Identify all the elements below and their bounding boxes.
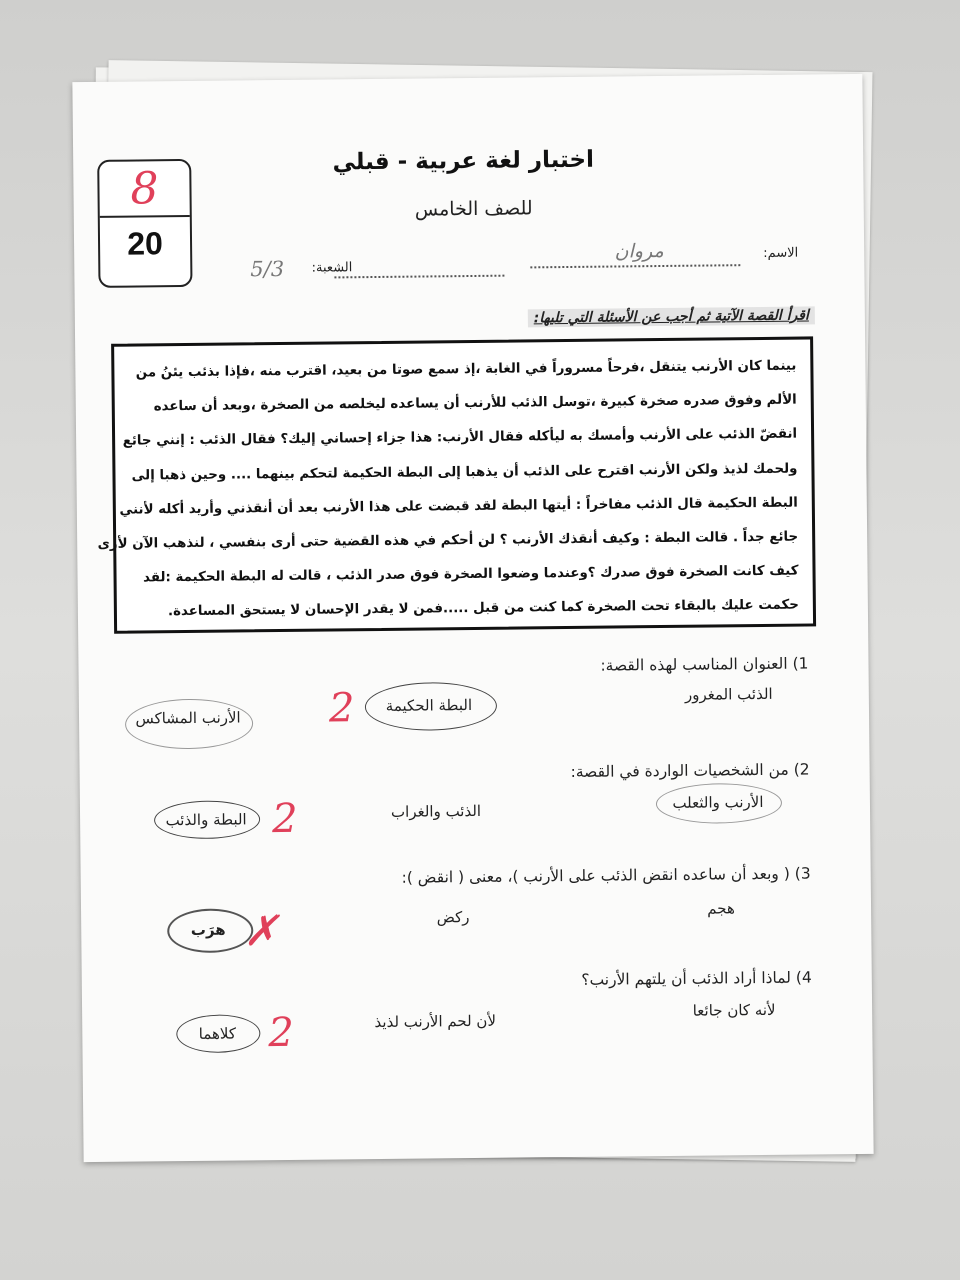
question-1 bbox=[478, 654, 808, 675]
exam-title: اختبار لغة عربية - قبلي bbox=[332, 146, 595, 176]
question-number: 4) bbox=[795, 968, 812, 987]
q4-option-a[interactable]: لأنه كان جائعا bbox=[692, 1000, 776, 1020]
q2-option-c[interactable]: البطة والذئب bbox=[165, 810, 247, 830]
q4-option-c[interactable]: كلاهما bbox=[198, 1024, 237, 1043]
question-3 bbox=[381, 864, 811, 887]
section-label: الشعبة: bbox=[311, 260, 353, 276]
q3-option-a[interactable]: هجم bbox=[707, 899, 735, 918]
selected-circle bbox=[365, 682, 497, 731]
q3-option-c[interactable]: هرَب bbox=[190, 920, 226, 939]
instruction-row bbox=[505, 304, 815, 326]
question-text: ( وبعد أن ساعده انقض الذئب على الأرنب )، معنى ( انقض ): bbox=[401, 864, 790, 887]
q2-option-b[interactable]: الذئب والغراب bbox=[390, 801, 482, 821]
grading-mark: 2 bbox=[271, 795, 298, 843]
story-line: جائع جداً . قالت البطة : وكيف أنقذك الأرنب ؟ لن أحكم في هذه القضية حتى أرى بنفسي ، لنذهب الآن لأرى bbox=[97, 529, 799, 552]
section-value[interactable]: 5/3 bbox=[250, 256, 285, 282]
question-number: 3) bbox=[794, 864, 811, 883]
selected-circle bbox=[154, 800, 260, 839]
q1-option-b[interactable]: البطة الحكيمة bbox=[385, 696, 473, 715]
question-text: العنوان المناسب لهذه القصة: bbox=[600, 654, 788, 675]
name-label: الاسم: bbox=[763, 245, 799, 261]
story-line: ولحمك لذيذ ولكن الأرنب اقترح على الذئب أن يذهبا إلى البطة الحكيمة لتحكم بينهما .... وحين ذهبا إلى bbox=[131, 461, 798, 484]
story-box bbox=[97, 336, 816, 633]
q3-option-b[interactable]: ركض bbox=[436, 908, 470, 927]
incorrect-mark: ✗ bbox=[243, 906, 279, 956]
exam-sheet bbox=[72, 74, 873, 1162]
question-4 bbox=[482, 968, 812, 989]
q1-option-a[interactable]: الذئب المغرور bbox=[684, 684, 773, 704]
question-text: من الشخصيات الواردة في القصة: bbox=[570, 760, 789, 781]
question-number: 2) bbox=[793, 760, 810, 779]
selected-circle bbox=[176, 1014, 260, 1053]
grading-mark: 2 bbox=[268, 1009, 295, 1057]
score-box bbox=[97, 159, 192, 288]
name-dotted-line bbox=[530, 263, 740, 268]
exam-subtitle: للصف الخامس bbox=[414, 197, 533, 221]
student-name[interactable]: مروان bbox=[614, 239, 664, 263]
q2-option-a[interactable]: الأرنب والثعلب bbox=[672, 792, 764, 812]
reading-instruction: اقرأ القصة الآتية ثم أجب عن الأسئلة التي تليها: bbox=[528, 306, 815, 327]
section-dotted-line bbox=[334, 274, 504, 279]
story-line: البطة الحكيمة قال الذئب مفاخراً : أيتها البطة لقد قبضت على هذا الأرنب بعد أن أنقذني وأريد أكله لأنني bbox=[119, 495, 798, 518]
q1-option-c[interactable]: الأرنب المشاكس bbox=[135, 708, 241, 728]
story-line: الألم وفوق صدره صخرة كبيرة ،توسل الذئب للأرنب أن يساعده ليخلصه من الصخرة ،وبعد أن ساعده bbox=[153, 392, 797, 415]
story-line: كيف كانت الصخرة فوق صدرك ؟وعندما وضعوا الصخرة فوق صدر الذئب ، قالت له البطة الحكيمة :لقد bbox=[142, 563, 799, 586]
story-line: انقضّ الذئب على الأرنب وأمسك به ليأكله فقال الأرنب: هذا جزاء إحساني إليك؟ فقال الذئب : إنني جائع bbox=[122, 427, 798, 450]
story-line: بينما كان الأرنب يتنقل ،فرحاً مسروراً في الغابة ،إذ سمع صوتا من بعيد، اقترب منه ،فإذا بذئب يئنُ من bbox=[135, 358, 797, 381]
story-line: حكمت عليك بالبقاء تحت الصخرة كما كنت من قبل .....فمن لا يقدر الإحسان لا يستحق المساعدة. bbox=[167, 598, 799, 620]
scribble-circle bbox=[125, 698, 254, 749]
score-total: 20 bbox=[127, 225, 164, 262]
question-2 bbox=[480, 760, 810, 781]
q4-option-b[interactable]: لأن لحم الأرنب لذيذ bbox=[374, 1011, 497, 1032]
question-number: 1) bbox=[792, 654, 809, 673]
grading-mark: 2 bbox=[328, 685, 355, 732]
score-divider bbox=[100, 215, 190, 218]
score-obtained: 8 bbox=[130, 163, 159, 215]
scribble-circle bbox=[656, 783, 782, 824]
selected-circle bbox=[167, 908, 253, 953]
question-text: لماذا أراد الذئب أن يلتهم الأرنب؟ bbox=[581, 968, 792, 989]
